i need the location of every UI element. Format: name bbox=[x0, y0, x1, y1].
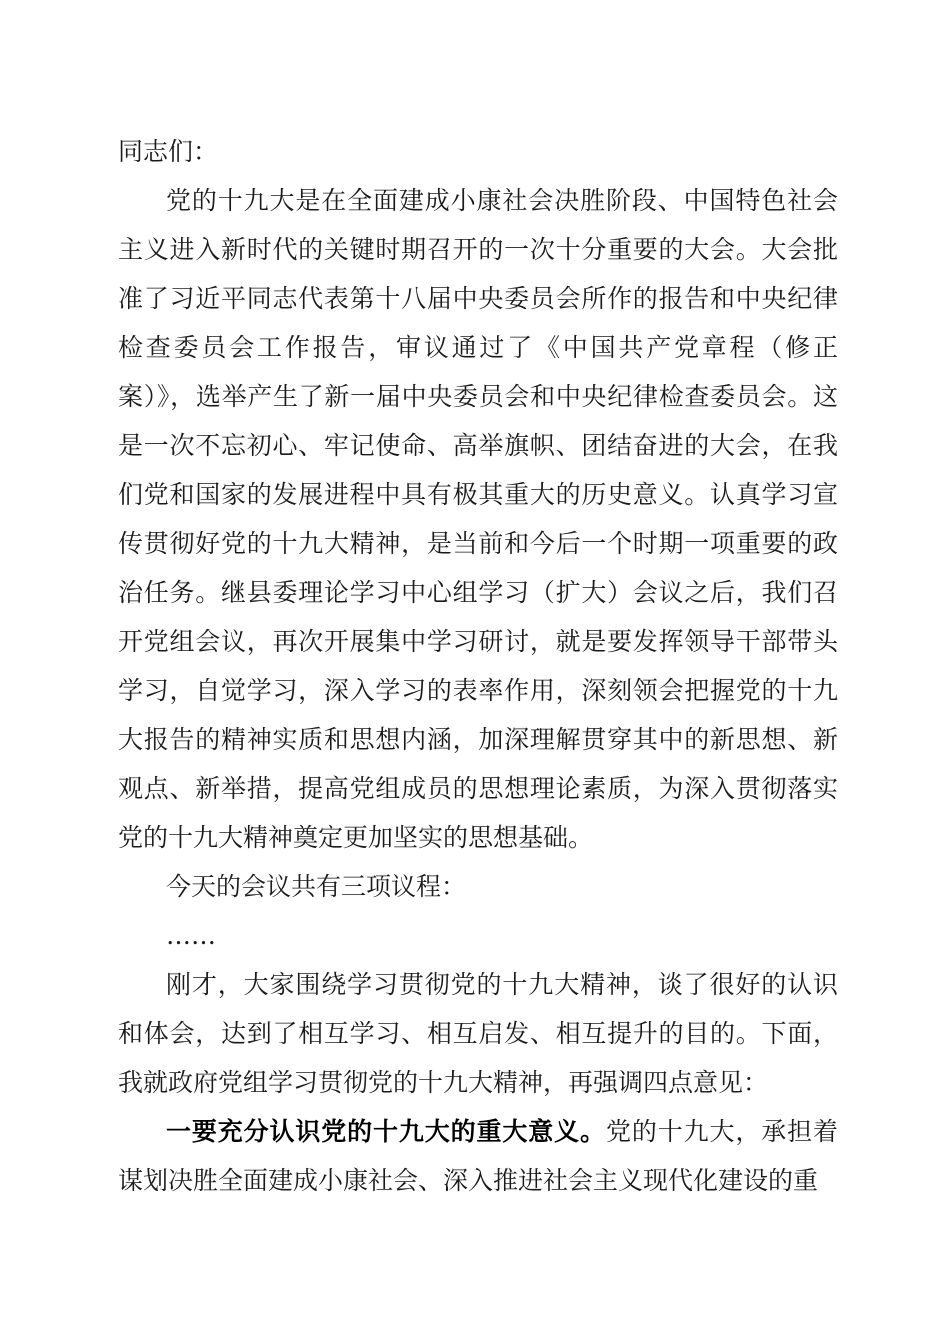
paragraph-discussion-summary: 刚才，大家围绕学习贯彻党的十九大精神，谈了很好的认识和体会，达到了相互学习、相互启发、相互提升的目的。下面，我就政府党组学习贯彻党的十九大精神，再强调四点意见： bbox=[118, 970, 838, 1097]
point-one-heading: 一要充分认识党的十九大的重大意义。 bbox=[166, 1117, 606, 1146]
document-body bbox=[118, 127, 838, 1205]
paragraph-congress-significance: 党的十九大是在全面建成小康社会决胜阶段、中国特色社会主义进入新时代的关键时期召开的一次十分重要的大会。大会批准了习近平同志代表第十八届中央委员会所作的报告和中央纪律检查委员会工作报告，审议通过了《中国共产党章程（修正案）》，选举产生了新一届中央委员会和中央纪律检查委员会。这是一次不忘初心、牢记使命、高举旗帜、团结奋进的大会，在我们党和国家的发展进程中具有极其重大的历史意义。认真学习宣传贯彻好党的十九大精神，是当前和今后一个时期一项重要的政治任务。继县委理论学习中心组学习（扩大）会议之后，我们召开党组会议，再次开展集中学习研讨，就是要发挥领导干部带头学习，自觉学习，深入学习的表率作用，深刻领会把握党的十九大报告的精神实质和思想内涵，加深理解贯穿其中的新思想、新观点、新举措，提高党组成员的思想理论素质，为深入贯彻落实党的十九大精神奠定更加坚实的思想基础。 bbox=[118, 186, 838, 852]
paragraph-agenda-intro: 今天的会议共有三项议程： bbox=[166, 872, 467, 901]
paragraph-point-one bbox=[118, 1107, 838, 1205]
salutation: 同志们： bbox=[118, 137, 219, 166]
agenda-ellipsis: …… bbox=[166, 921, 216, 950]
point-one-body: 党的十九大，承担着谋划决胜全面建成小康社会、深入推进社会主义现代化建设的重 bbox=[118, 1117, 838, 1195]
